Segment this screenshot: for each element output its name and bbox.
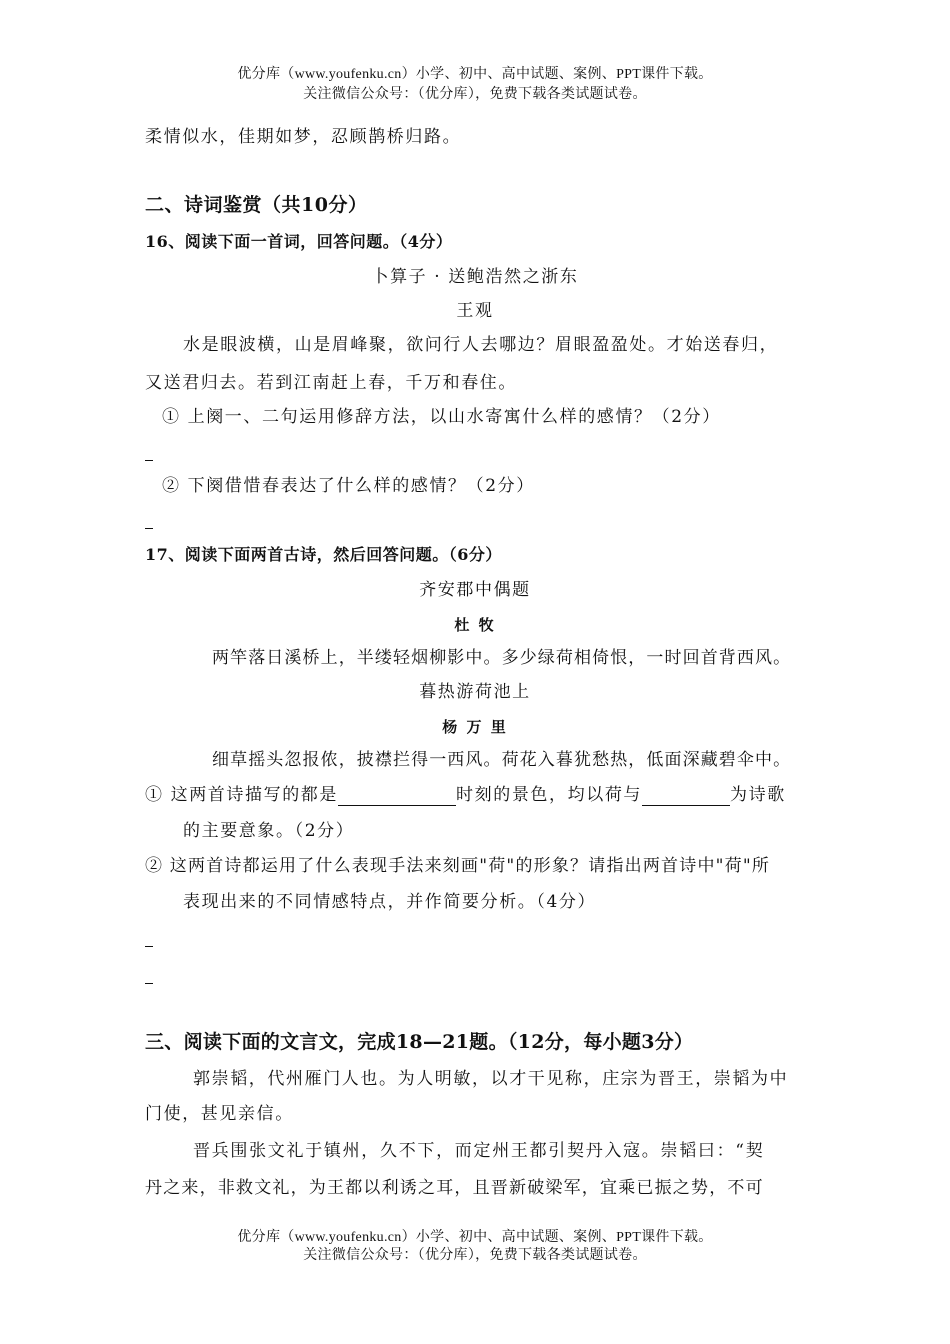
page-header-line1: 优分库（www.youfenku.cn）小学、初中、高中试题、案例、PPT课件下载。 bbox=[237, 67, 713, 82]
q17-poem1-title: 齐安郡中偶题 bbox=[419, 580, 531, 600]
q17-subquestion2-line1: ② 这两首诗都运用了什么表现手法来刻画"荷"的形象？请指出两首诗中"荷"所 bbox=[145, 856, 771, 876]
section3-paragraph1-line1: 郭崇韬，代州雁门人也。为人明敏，以才干见称，庄宗为晋王，崇韬为中 bbox=[193, 1069, 789, 1089]
section3-paragraph1-line2: 门使，甚见亲信。 bbox=[145, 1104, 294, 1124]
q17-heading: 17、阅读下面两首古诗，然后回答问题。（6分） bbox=[145, 545, 502, 564]
answer-line[interactable] bbox=[145, 460, 153, 461]
q16-subquestion2: ② 下阕借惜春表达了什么样的感情？（2分） bbox=[162, 476, 535, 496]
q17-subquestion1 bbox=[145, 784, 786, 806]
q17-sub1-part-c: 为诗歌 bbox=[730, 785, 786, 805]
page-footer-line1: 优分库（www.youfenku.cn）小学、初中、高中试题、案例、PPT课件下载。 bbox=[237, 1230, 713, 1245]
fill-blank-2[interactable] bbox=[642, 787, 730, 806]
q16-poem-title: 卜算子 · 送鲍浩然之浙东 bbox=[371, 267, 579, 287]
q16-author: 王观 bbox=[456, 301, 494, 321]
q17-sub1-continuation: 的主要意象。（2分） bbox=[183, 821, 355, 841]
q17-sub1-part-a: ① 这两首诗描写的都是 bbox=[145, 785, 339, 805]
section3-paragraph2-line2: 丹之来，非救文礼，为王都以利诱之耳，且晋新破梁军，宜乘已振之势，不可 bbox=[145, 1178, 764, 1198]
q17-poem1-author: 杜 牧 bbox=[454, 616, 496, 634]
q17-subquestion2-line2: 表现出来的不同情感特点，并作简要分析。（4分） bbox=[183, 892, 597, 912]
q17-poem2-text: 细草摇头忽报侬，披襟拦得一西风。荷花入暮犹愁热，低面深藏碧伞中。 bbox=[212, 750, 792, 770]
answer-line[interactable] bbox=[145, 983, 153, 984]
section3-paragraph2-line1: 晋兵围张文礼于镇州，久不下，而定州王都引契丹入寇。崇韬曰：“契 bbox=[193, 1141, 765, 1161]
answer-line[interactable] bbox=[145, 946, 153, 947]
q16-subquestion1: ① 上阕一、二句运用修辞方法，以山水寄寓什么样的感情？（2分） bbox=[162, 407, 721, 427]
q16-text-line2: 又送君归去。若到江南赶上春，千万和春住。 bbox=[145, 373, 517, 393]
page-header-line2: 关注微信公众号：（优分库），免费下载各类试题试卷。 bbox=[303, 87, 647, 102]
answer-line[interactable] bbox=[145, 528, 153, 529]
page-footer-line2: 关注微信公众号：（优分库），免费下载各类试题试卷。 bbox=[303, 1248, 647, 1263]
fill-blank-1[interactable] bbox=[338, 787, 456, 806]
carryover-text: 柔情似水，佳期如梦，忍顾鹊桥归路。 bbox=[145, 127, 462, 147]
q16-text-line1: 水是眼波横，山是眉峰聚，欲问行人去哪边？眉眼盈盈处。才始送春归， bbox=[183, 335, 779, 355]
section2-title: 二、诗词鉴赏（共10分） bbox=[145, 194, 368, 216]
q17-sub1-part-b: 时刻的景色，均以荷与 bbox=[456, 785, 643, 805]
section3-title: 三、阅读下面的文言文，完成18—21题。（12分，每小题3分） bbox=[145, 1031, 694, 1053]
q17-poem1-text: 两竿落日溪桥上，半缕轻烟柳影中。多少绿荷相倚恨，一时回首背西风。 bbox=[212, 648, 792, 668]
q16-heading: 16、阅读下面一首词，回答问题。（4分） bbox=[145, 232, 453, 251]
q17-poem2-title: 暮热游荷池上 bbox=[419, 682, 531, 702]
q17-poem2-author: 杨 万 里 bbox=[442, 718, 508, 736]
